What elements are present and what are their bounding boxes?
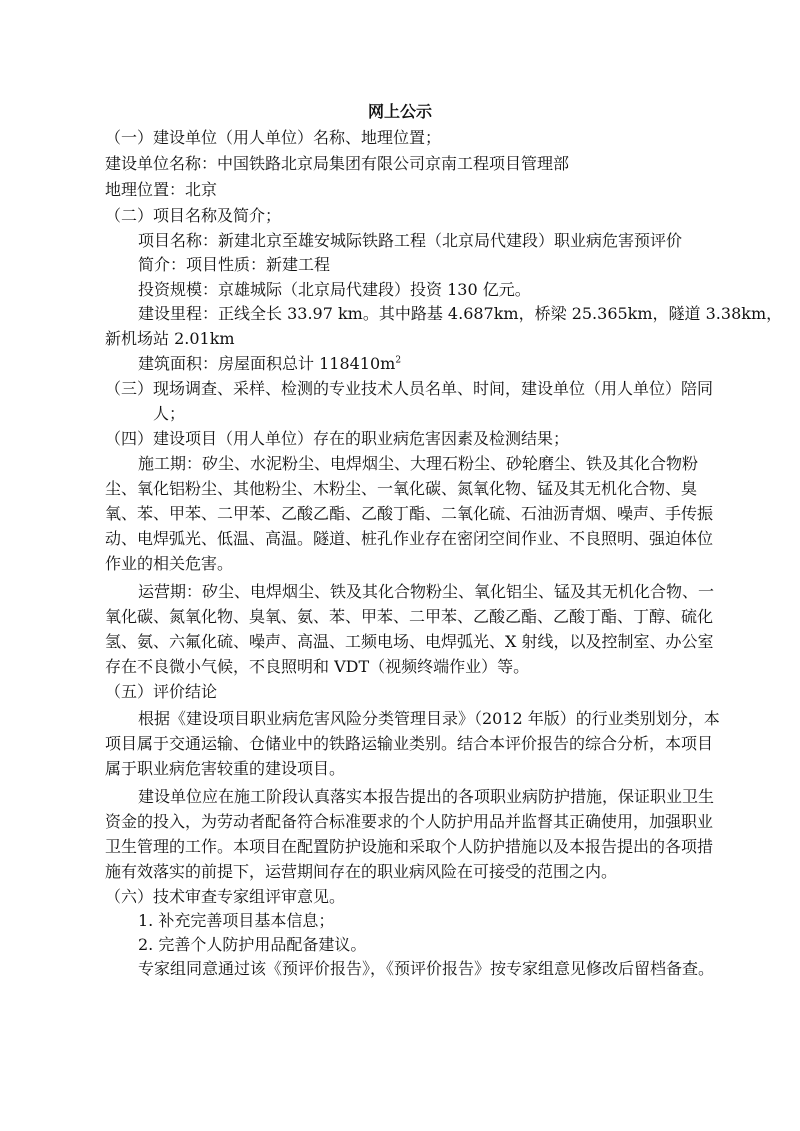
operation-line: 氢、氨、六氟化硫、噪声、高温、工频电场、电焊弧光、X 射线，以及控制室、办公室	[105, 632, 714, 651]
review-item-1: 1. 补充完善项目基本信息；	[138, 911, 335, 930]
conclusion-line: 根据《建设项目职业病危害风险分类管理目录》（2012 年版）的行业类别划分，本	[138, 709, 720, 728]
conclusion-line: 项目属于交通运输、仓储业中的铁路运输业类别。结合本评价报告的综合分析，本项目	[105, 734, 714, 753]
construction-line: 作业的相关危害。	[105, 554, 234, 573]
review-item-2: 2. 完善个人防护用品配备建议。	[138, 935, 367, 954]
section-4-heading: （四）建设项目（用人单位）存在的职业病危害因素及检测结果；	[105, 429, 570, 448]
area-text: 建筑面积：房屋面积总计 118410m	[138, 354, 396, 373]
construction-line: 氧、苯、甲苯、二甲苯、乙酸乙酯、乙酸丁酯、二氧化硫、石油沥青烟、噪声、手传振	[105, 504, 714, 523]
section-6-heading: （六）技术审查专家组评审意见。	[105, 887, 346, 906]
unit-name-line: 建设单位名称：中国铁路北京局集团有限公司京南工程项目管理部	[105, 154, 570, 173]
section-2-heading: （二）项目名称及简介；	[105, 206, 282, 225]
page-title: 网上公示	[367, 102, 432, 121]
operation-line: 运营期：矽尘、电焊烟尘、铁及其化合物粉尘、氧化铝尘、锰及其无机化合物、一	[138, 582, 715, 601]
conclusion-line: 建设单位应在施工阶段认真落实本报告提出的各项职业病防护措施，保证职业卫生	[138, 787, 715, 806]
conclusion-line: 施有效落实的前提下，运营期间存在的职业病风险在可接受的范围之内。	[105, 862, 618, 881]
section-1-heading: （一）建设单位（用人单位）名称、地理位置；	[105, 128, 442, 147]
location-line: 地理位置：北京	[105, 180, 218, 199]
area-line	[138, 353, 401, 375]
construction-line: 尘、氧化铝粉尘、其他粉尘、木粉尘、一氧化碳、氮氧化物、锰及其无机化合物、臭	[105, 479, 698, 498]
section-3-heading-line-1: （三）现场调查、采样、检测的专业技术人员名单、时间，建设单位（用人单位）陪同	[105, 379, 714, 398]
section-5-heading: （五）评价结论	[105, 682, 218, 701]
conclusion-line: 卫生管理的工作。本项目在配置防护设施和采取个人防护措施以及本报告提出的各项措	[105, 837, 714, 856]
review-conclusion: 专家组同意通过该《预评价报告》，《预评价报告》按专家组意见修改后留档备查。	[138, 959, 715, 978]
section-3-heading-line-2: 人；	[153, 404, 186, 423]
area-superscript: 2	[395, 355, 402, 366]
mileage-line-2: 新机场站 2.01km	[105, 329, 235, 348]
operation-line: 存在不良微小气候，不良照明和 VDT（视频终端作业）等。	[105, 657, 530, 676]
construction-line: 动、电焊弧光、低温、高温。隧道、桩孔作业存在密闭空间作业、不良照明、强迫体位	[105, 529, 714, 548]
conclusion-line: 属于职业病危害较重的建设项目。	[105, 759, 346, 778]
mileage-line-1: 建设里程：正线全长 33.97 km。其中路基 4.687km，桥梁 25.365km，隧道 3.38km，	[138, 304, 783, 323]
investment-line: 投资规模：京雄城际（北京局代建段）投资 130 亿元。	[138, 280, 531, 299]
project-intro-line: 简介：项目性质：新建工程	[138, 255, 331, 274]
conclusion-line: 资金的投入，为劳动者配备符合标准要求的个人防护用品并监督其正确使用，加强职业	[105, 812, 714, 831]
operation-line: 氧化碳、氮氧化物、臭氧、氨、苯、甲苯、二甲苯、乙酸乙酯、乙酸丁酯、丁醇、硫化	[105, 607, 714, 626]
project-name-line: 项目名称：新建北京至雄安城际铁路工程（北京局代建段）职业病危害预评价	[138, 231, 683, 250]
construction-line: 施工期：矽尘、水泥粉尘、电焊烟尘、大理石粉尘、砂轮磨尘、铁及其化合物粉	[138, 454, 699, 473]
